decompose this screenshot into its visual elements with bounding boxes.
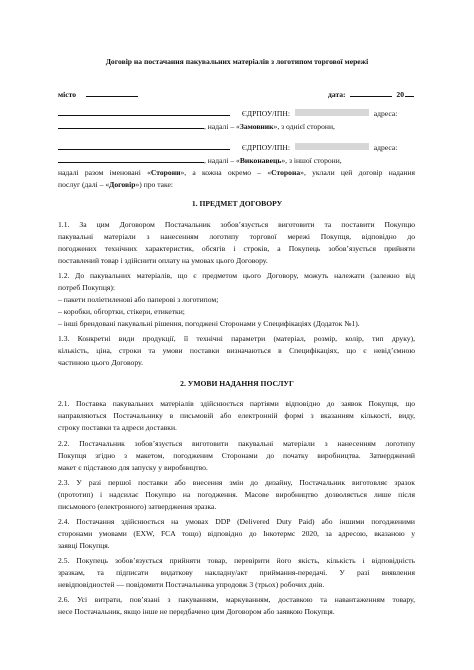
list-item: – коробки, обгортки, стікери, етикетки; bbox=[58, 307, 185, 316]
text-line: (прототип) і надсилає Покупцю на погодження. Масове виробництво дозволяється лише після bbox=[58, 490, 415, 499]
text-line: 1.1. За цим Договором Постачальник зобов’язується виготовити та поставити Покупцю bbox=[58, 220, 415, 229]
text-line: Покупця згідно з макетом, погодженим Сторонами до початку виробництва. Затверджений bbox=[58, 451, 415, 460]
text-line: 2.6. Усі витрати, пов’язані з пакуванням, маркуванням, доставкою та навантаженням товару, bbox=[58, 595, 415, 604]
section2-heading: 2. УМОВИ НАДАННЯ ПОСЛУГ bbox=[180, 379, 294, 388]
year-prefix: 20 bbox=[396, 90, 404, 99]
intro-paragraph bbox=[58, 167, 415, 191]
text-line: кількість, ціна, строки та умови поставки визначаються в Специфікаціях, що є невід’ємною bbox=[58, 346, 415, 355]
clause-2-3 bbox=[58, 477, 415, 513]
clause-2-5 bbox=[58, 555, 415, 591]
text-line: погоджених технічних характеристик, обсягів і строків, а Покупець зобов’язується прийняти bbox=[58, 244, 415, 253]
year-blank[interactable] bbox=[405, 89, 414, 97]
clause-1-3 bbox=[58, 333, 415, 369]
clause-2-1 bbox=[58, 398, 415, 434]
party2-name-blank[interactable] bbox=[58, 142, 230, 150]
intro-line: надалі разом іменовані «Сторони», а кожна окремо – «Сторона», уклали цей договір надання bbox=[58, 168, 415, 177]
party1-address-label: адреса: bbox=[373, 109, 398, 118]
party1-name-blank[interactable] bbox=[58, 108, 230, 116]
clause-1-2 bbox=[58, 270, 415, 330]
clause-2-2 bbox=[58, 438, 415, 474]
party2-edrpou-label: ЄДРПОУ/ІПН: bbox=[241, 143, 290, 152]
text-line: письмового (електронного) затвердження зразка. bbox=[58, 502, 217, 511]
party1-role: Замовник bbox=[239, 122, 274, 131]
text-line: 2.4. Постачання здійснюється на умовах DDP (Delivered Duty Paid) або іншими погодженими bbox=[58, 517, 415, 526]
party2-address-blank[interactable] bbox=[58, 155, 204, 163]
city-blank[interactable] bbox=[86, 89, 138, 97]
party1-role-tail: », з однієї сторони, bbox=[273, 122, 335, 131]
text-line: поставлений товар і здійснити оплату на умовах цього Договору. bbox=[58, 256, 268, 265]
list-item: – інші брендовані пакувальні рішення, погоджені Сторонами у Специфікаціях (Додаток №1). bbox=[58, 319, 360, 328]
party2-line1 bbox=[58, 142, 397, 152]
text-line: 2.1. Поставка пакувальних матеріалів здійснюється партіями відповідно до заявок Покупця, що bbox=[58, 399, 415, 408]
text-line: 1.2. До пакувальних матеріалів, що є предметом цього Договору, можуть належати (залежно від bbox=[58, 271, 415, 280]
party1-address-blank[interactable] bbox=[58, 121, 204, 129]
text-line: 2.2. Постачальник зобов’язується виготовити пакувальні матеріали з нанесенням логотипу bbox=[58, 439, 415, 448]
party2-after-blank: , надалі – « bbox=[204, 156, 240, 165]
text-line: невідповідностей — повідомити Постачальника упродовж 3 (трьох) робочих днів. bbox=[58, 580, 325, 589]
city-label: місто bbox=[58, 90, 77, 99]
text-line: строку поставки та адреси доставки. bbox=[58, 423, 177, 432]
document-title: Договір на постачання пакувальних матеріалів з логотипом торгової мережі bbox=[105, 57, 369, 66]
party2-address-label: адреса: bbox=[373, 143, 398, 152]
text-line: пакувальні матеріали з нанесенням логотипу торгової мережі Покупця, відповідно до bbox=[58, 232, 415, 241]
text-line: частиною цього Договору. bbox=[58, 358, 143, 367]
text-line: потреб Покупця): bbox=[58, 283, 116, 292]
text-line: направляються Постачальнику в письмовій або електронній формі з вказанням кількості, виду, bbox=[58, 411, 415, 420]
text-line: 1.3. Конкретні види продукції, її технічні параметри (матеріал, розмір, колір, тип друку), bbox=[58, 334, 415, 343]
clause-1-1 bbox=[58, 219, 415, 267]
party1-edrpou-value[interactable] bbox=[295, 109, 369, 116]
clause-2-6 bbox=[58, 594, 415, 618]
text-line: заявці Покупця. bbox=[58, 541, 110, 550]
intro-line: послуг (далі – «Договір») про таке: bbox=[58, 180, 174, 189]
text-line: сторонами умовами (EXW, FCA тощо) відповідно до Інкотермс 2020, за адресою, вказаною у bbox=[58, 529, 415, 538]
party1-edrpou-label: ЄДРПОУ/ІПН: bbox=[241, 109, 290, 118]
text-line: зразкам, та підписати видаткову накладну/акт приймання-передачі. У разі виявлення bbox=[58, 568, 415, 577]
date-blank[interactable] bbox=[350, 89, 392, 97]
section1-heading: 1. ПРЕДМЕТ ДОГОВОРУ bbox=[191, 199, 283, 208]
city-line bbox=[58, 89, 138, 99]
text-line: макет є підставою для запуску у виробництво. bbox=[58, 463, 208, 472]
clause-2-4 bbox=[58, 516, 415, 552]
party2-edrpou-value[interactable] bbox=[295, 143, 369, 150]
text-line: 2.5. Покупець зобов’язується прийняти товар, перевірити його якість, кількість і відповідність bbox=[58, 556, 415, 565]
date-label: дата: bbox=[328, 90, 346, 99]
list-item: – пакети поліетиленові або паперові з логотипом; bbox=[58, 295, 219, 304]
party2-role-tail: », з іншої сторони, bbox=[281, 156, 342, 165]
party1-line1 bbox=[58, 108, 397, 118]
text-line: 2.3. У разі першої поставки або внесення змін до дизайну, Постачальник виготовляє зразок bbox=[58, 478, 415, 487]
party2-line2 bbox=[58, 155, 342, 165]
party1-line2 bbox=[58, 121, 335, 131]
party1-after-blank: , надалі – « bbox=[204, 122, 240, 131]
party2-role: Виконавець bbox=[239, 156, 282, 165]
date-line bbox=[328, 89, 414, 99]
text-line: несе Постачальник, якщо інше не передбачено цим Договором або заявкою Покупця. bbox=[58, 607, 335, 616]
